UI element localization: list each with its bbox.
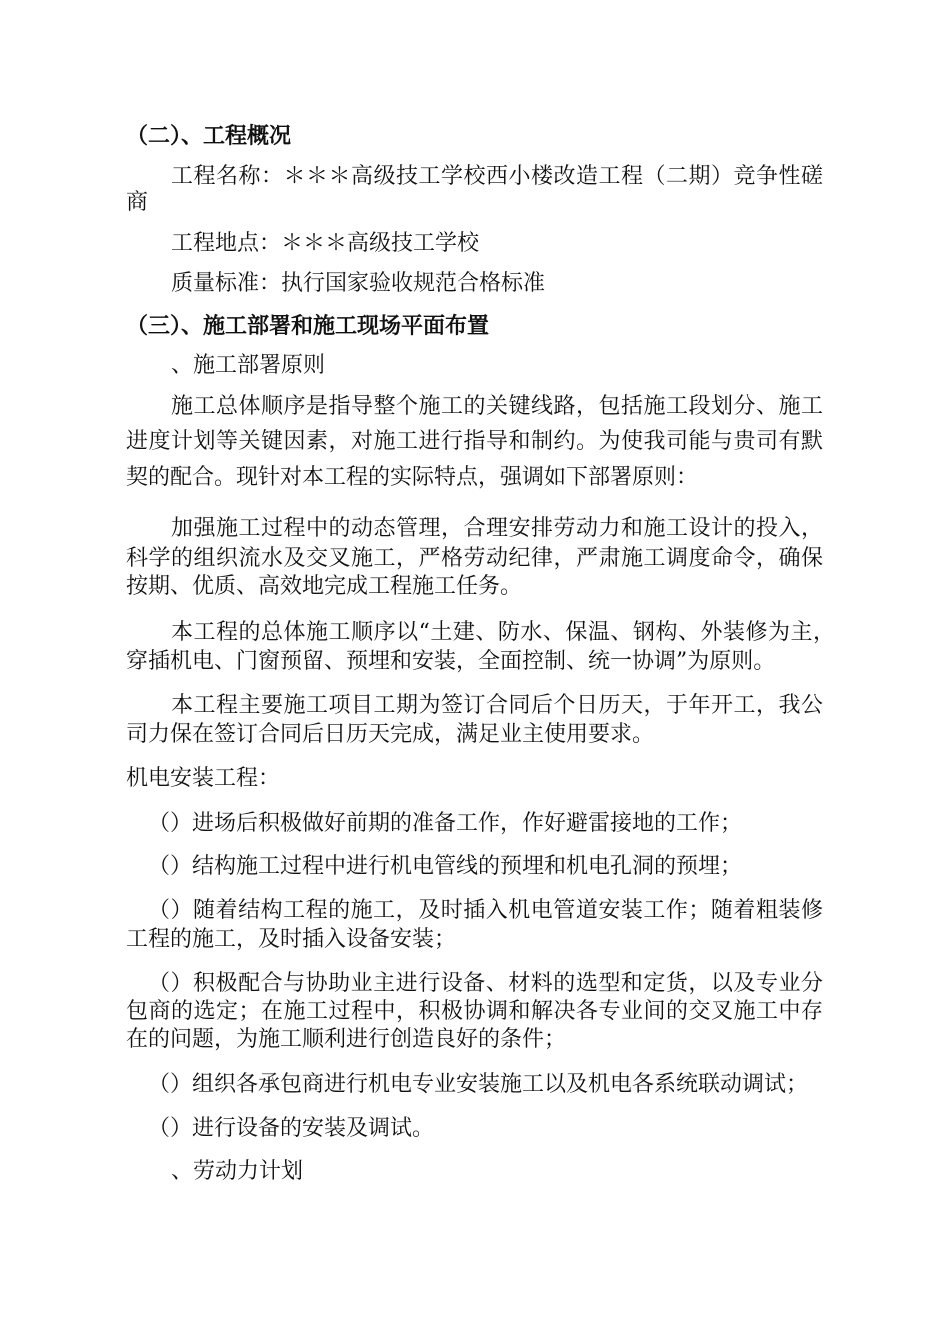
paragraph-line: 施工总体顺序是指导整个施工的关键线路，包括施工段划分、施工: [171, 394, 823, 419]
mep-item-5: （）组织各承包商进行机电专业安装施工以及机电各系统联动调试；: [148, 1072, 809, 1097]
paragraph-line: 进度计划等关键因素，对施工进行指导和制约。为使我司能与贵司有默: [126, 429, 823, 454]
mep-item-2: （）结构施工过程中进行机电管线的预埋和机电孔洞的预埋；: [148, 854, 743, 879]
list-item-line: 在的问题，为施工顺利进行创造良好的条件；: [126, 1027, 567, 1052]
project-name-line-2: 商: [126, 190, 149, 215]
paragraph-line: 穿插机电、门窗预留、预埋和安装，全面控制、统一协调”为原则。: [126, 649, 776, 674]
list-item-line: 包商的选定；在施工过程中，积极协调和解决各专业间的交叉施工中存: [126, 999, 823, 1024]
paragraph-line: 科学的组织流水及交叉施工，严格劳动纪律，严肃施工调度命令，确保: [126, 546, 823, 571]
mep-item-1: （）进场后积极做好前期的准备工作，作好避雷接地的工作；: [148, 811, 743, 836]
project-location: 工程地点：＊＊＊高级技工学校: [171, 231, 480, 256]
list-item-line: 工程的施工，及时插入设备安装；: [126, 927, 457, 952]
quality-standard: 质量标准：执行国家验收规范合格标准: [171, 271, 546, 296]
mep-item-6: （）进行设备的安装及调试。: [148, 1116, 435, 1141]
subheading-labor-plan: 、劳动力计划: [171, 1159, 304, 1184]
list-item-line: （）随着结构工程的施工，及时插入机电管道安装工作；随着粗装修: [148, 898, 823, 923]
paragraph-line: 司力保在签订合同后日历天完成，满足业主使用要求。: [126, 722, 655, 747]
project-name-line-1: 工程名称：＊＊＊高级技工学校西小楼改造工程（二期）竞争性磋: [171, 164, 823, 189]
section-heading-deployment: （三）、施工部署和施工现场平面布置: [126, 313, 490, 339]
paragraph-line: 加强施工过程中的动态管理，合理安排劳动力和施工设计的投入，: [171, 516, 823, 541]
section-heading-overview: （二）、工程概况: [126, 123, 292, 149]
list-item-line: （）积极配合与协助业主进行设备、材料的选型和定货，以及专业分: [148, 971, 823, 996]
paragraph-line: 契的配合。现针对本工程的实际特点，强调如下部署原则：: [126, 465, 699, 490]
mep-installation-title: 机电安装工程：: [126, 766, 281, 791]
paragraph-line: 按期、优质、高效地完成工程施工任务。: [126, 574, 523, 599]
paragraph-line: 本工程主要施工项目工期为签订合同后个日历天，于年开工，我公: [171, 693, 823, 718]
paragraph-line: 本工程的总体施工顺序以“土建、防水、保温、钢构、外装修为主，: [171, 620, 835, 645]
subheading-deployment-principles: 、施工部署原则: [171, 353, 326, 378]
